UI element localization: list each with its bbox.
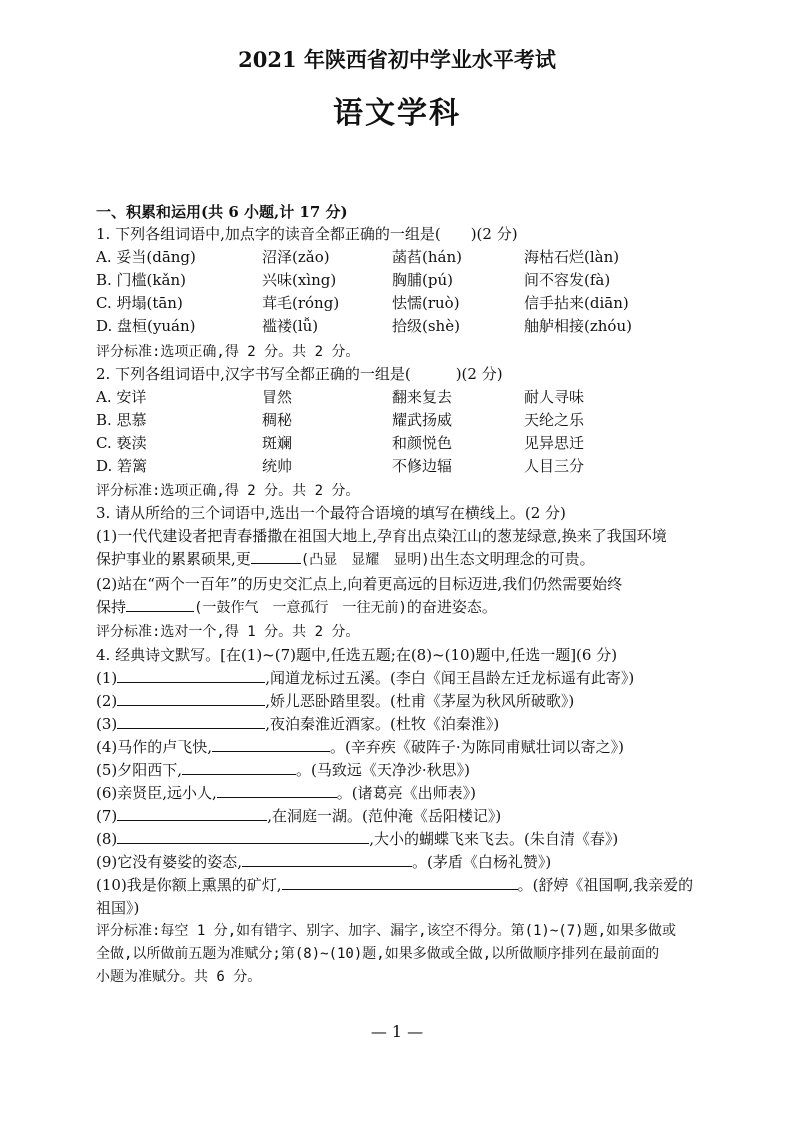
cell: 翻来复去: [392, 388, 453, 406]
item-suffix: ,大小的蝴蝶飞来飞去。(朱自清《春》): [369, 830, 619, 848]
item-prefix: (4)马作的卢飞快,: [96, 738, 213, 756]
q4-item-1: [96, 668, 634, 688]
q1-score: 评分标准:选项正确,得 2 分。共 2 分。: [96, 344, 360, 360]
item-prefix: (1): [96, 669, 118, 687]
q1-stem: 1. 下列各组词语中,加点字的读音全都正确的一组是( )(2 分): [96, 225, 518, 243]
answer-blank[interactable]: [117, 806, 267, 821]
cell: 信手拈来(diān): [524, 294, 629, 312]
cell: 天纶之乐: [524, 411, 585, 429]
q4-item-10-continuation: 祖国》): [96, 899, 140, 917]
item-prefix: (2): [96, 692, 118, 710]
answer-blank[interactable]: [117, 668, 265, 683]
answer-blank[interactable]: [126, 597, 194, 612]
answer-blank[interactable]: [117, 829, 369, 844]
item-suffix: ,闻道龙标过五溪。(李白《闻王昌龄左迁龙标遥有此寄》): [265, 669, 635, 687]
cell: 统帅: [262, 457, 293, 475]
word-options: (凸显 显耀 显明): [300, 552, 430, 568]
text: 保持: [96, 598, 127, 616]
cell: A. 安详: [96, 388, 147, 406]
q4-item-9: [96, 852, 551, 872]
q3-score: 评分标准:选对一个,得 1 分。共 2 分。: [96, 624, 360, 640]
q4-item-4: [96, 737, 624, 757]
word-options: (一鼓作气 一意孤行 一往无前): [194, 600, 407, 616]
q1-option-a: [96, 247, 674, 270]
text: 的奋进姿态。: [406, 598, 497, 616]
cell: 稠秘: [262, 411, 293, 429]
q1-options: [96, 247, 674, 339]
item-prefix: (5)夕阳西下,: [96, 761, 183, 779]
item-suffix: 。(诸葛亮《出师表》): [336, 784, 477, 802]
q4-score-line1: 评分标准:每空 1 分,如有错字、别字、加字、漏字,该空不得分。第(1)~(7)题,如果多做或: [96, 923, 676, 939]
cell: 冒然: [262, 388, 293, 406]
cell: 间不容发(fà): [524, 271, 611, 289]
cell: 怯懦(ruò): [392, 294, 460, 312]
item-suffix: ,娇儿恶卧踏里裂。(杜甫《茅屋为秋风所破歌》): [265, 692, 575, 710]
cell: 菡萏(hán): [392, 248, 462, 266]
cell: 耀武扬威: [392, 411, 453, 429]
item-prefix: (9)它没有婆娑的姿态,: [96, 853, 243, 871]
q1-option-d: [96, 316, 674, 339]
cell: 海枯石烂(làn): [524, 248, 620, 266]
item-suffix: ,在洞庭一湖。(范仲淹《岳阳楼记》): [267, 807, 502, 825]
q4-score-line3: 小题为准赋分。共 6 分。: [96, 969, 262, 985]
answer-blank[interactable]: [217, 783, 337, 798]
answer-blank[interactable]: [242, 852, 412, 867]
answer-blank[interactable]: [282, 875, 518, 890]
item-suffix: 。(马致远《天净沙·秋思》): [296, 761, 471, 779]
q4-item-2: [96, 691, 574, 711]
subject-title: 语文学科: [333, 96, 461, 131]
cell: B. 思慕: [96, 411, 147, 429]
q2-option-c: [96, 433, 674, 456]
q1-option-c: [96, 293, 674, 316]
cell: D. 箬篱: [96, 457, 148, 475]
q3-p2-line2: [96, 597, 497, 618]
cell: 见异思迁: [524, 434, 585, 452]
cell: D. 盘桓(yuán): [96, 317, 196, 335]
cell: 兴味(xìng): [262, 271, 337, 289]
answer-blank[interactable]: [251, 549, 301, 564]
item-prefix: (3): [96, 715, 118, 733]
q2-option-d: [96, 456, 674, 479]
cell: 褴褛(lǚ): [262, 317, 319, 335]
item-prefix: (10)我是你额上熏黑的矿灯,: [96, 876, 282, 894]
q2-option-a: [96, 387, 674, 410]
q4-stem: 4. 经典诗文默写。[在(1)~(7)题中,任选五题;在(8)~(10)题中,任选一题](6 分): [96, 646, 618, 664]
q4-item-3: [96, 714, 499, 734]
text: 保护事业的累累硕果,更: [96, 550, 251, 568]
q4-item-10: [96, 875, 693, 895]
q2-score: 评分标准:选项正确,得 2 分。共 2 分。: [96, 483, 360, 499]
q3-p1-line2: [96, 549, 595, 570]
cell: C. 亵渎: [96, 434, 147, 452]
q4-score-line2: 全做,以所做前五题为准赋分;第(8)~(10)题,如果多做或全做,以所做顺序排列在最前面的: [96, 946, 660, 962]
item-suffix: 。(辛弃疾《破阵子·为陈同甫赋壮词以寄之》): [330, 738, 625, 756]
q2-options: [96, 387, 674, 479]
cell: 和颜悦色: [392, 434, 453, 452]
q3-stem: 3. 请从所给的三个词语中,选出一个最符合语境的填写在横线上。(2 分): [96, 504, 566, 522]
answer-blank[interactable]: [212, 737, 330, 752]
q2-option-b: [96, 410, 674, 433]
answer-blank[interactable]: [182, 760, 296, 775]
cell: 沼泽(zǎo): [262, 248, 330, 266]
cell: 耐人寻味: [524, 388, 585, 406]
cell: 斑斓: [262, 434, 293, 452]
item-prefix: (7): [96, 807, 118, 825]
section-heading: 一、积累和运用(共 6 小题,计 17 分): [96, 203, 348, 221]
cell: 不修边辐: [392, 457, 453, 475]
page-number: — 1 —: [370, 1022, 424, 1041]
item-suffix: 。(舒婷《祖国啊,我亲爱的: [517, 876, 694, 894]
q4-item-5: [96, 760, 470, 780]
item-suffix: 。(茅盾《白杨礼赞》): [412, 853, 552, 871]
item-prefix: (8): [96, 830, 118, 848]
cell: 舳舻相接(zhóu): [524, 317, 632, 335]
cell: 茸毛(róng): [262, 294, 340, 312]
q3-p2-line1: (2)站在“两个一百年”的历史交汇点上,向着更高远的目标迈进,我们仍然需要始终: [96, 575, 623, 593]
cell: A. 妥当(dāng): [96, 248, 196, 266]
exam-title: 2021 年陕西省初中学业水平考试: [238, 47, 556, 72]
q4-item-8: [96, 829, 618, 849]
item-prefix: (6)亲贤臣,远小人,: [96, 784, 217, 802]
item-suffix: ,夜泊秦淮近酒家。(杜牧《泊秦淮》): [265, 715, 500, 733]
cell: C. 坍塌(tān): [96, 294, 183, 312]
q3-p1-line1: (1)一代代建设者把青春播撒在祖国大地上,孕育出点染江山的葱茏绿意,换来了我国环境: [96, 527, 667, 545]
q4-item-7: [96, 806, 501, 826]
q4-item-6: [96, 783, 476, 803]
answer-blank[interactable]: [117, 714, 265, 729]
text: 出生态文明理念的可贵。: [429, 550, 595, 568]
cell: 人目三分: [524, 457, 585, 475]
cell: 胸脯(pú): [392, 271, 453, 289]
q2-stem: 2. 下列各组词语中,汉字书写全都正确的一组是( )(2 分): [96, 365, 503, 383]
q1-option-b: [96, 270, 674, 293]
answer-blank[interactable]: [117, 691, 265, 706]
cell: B. 门槛(kǎn): [96, 271, 186, 289]
cell: 拾级(shè): [392, 317, 460, 335]
